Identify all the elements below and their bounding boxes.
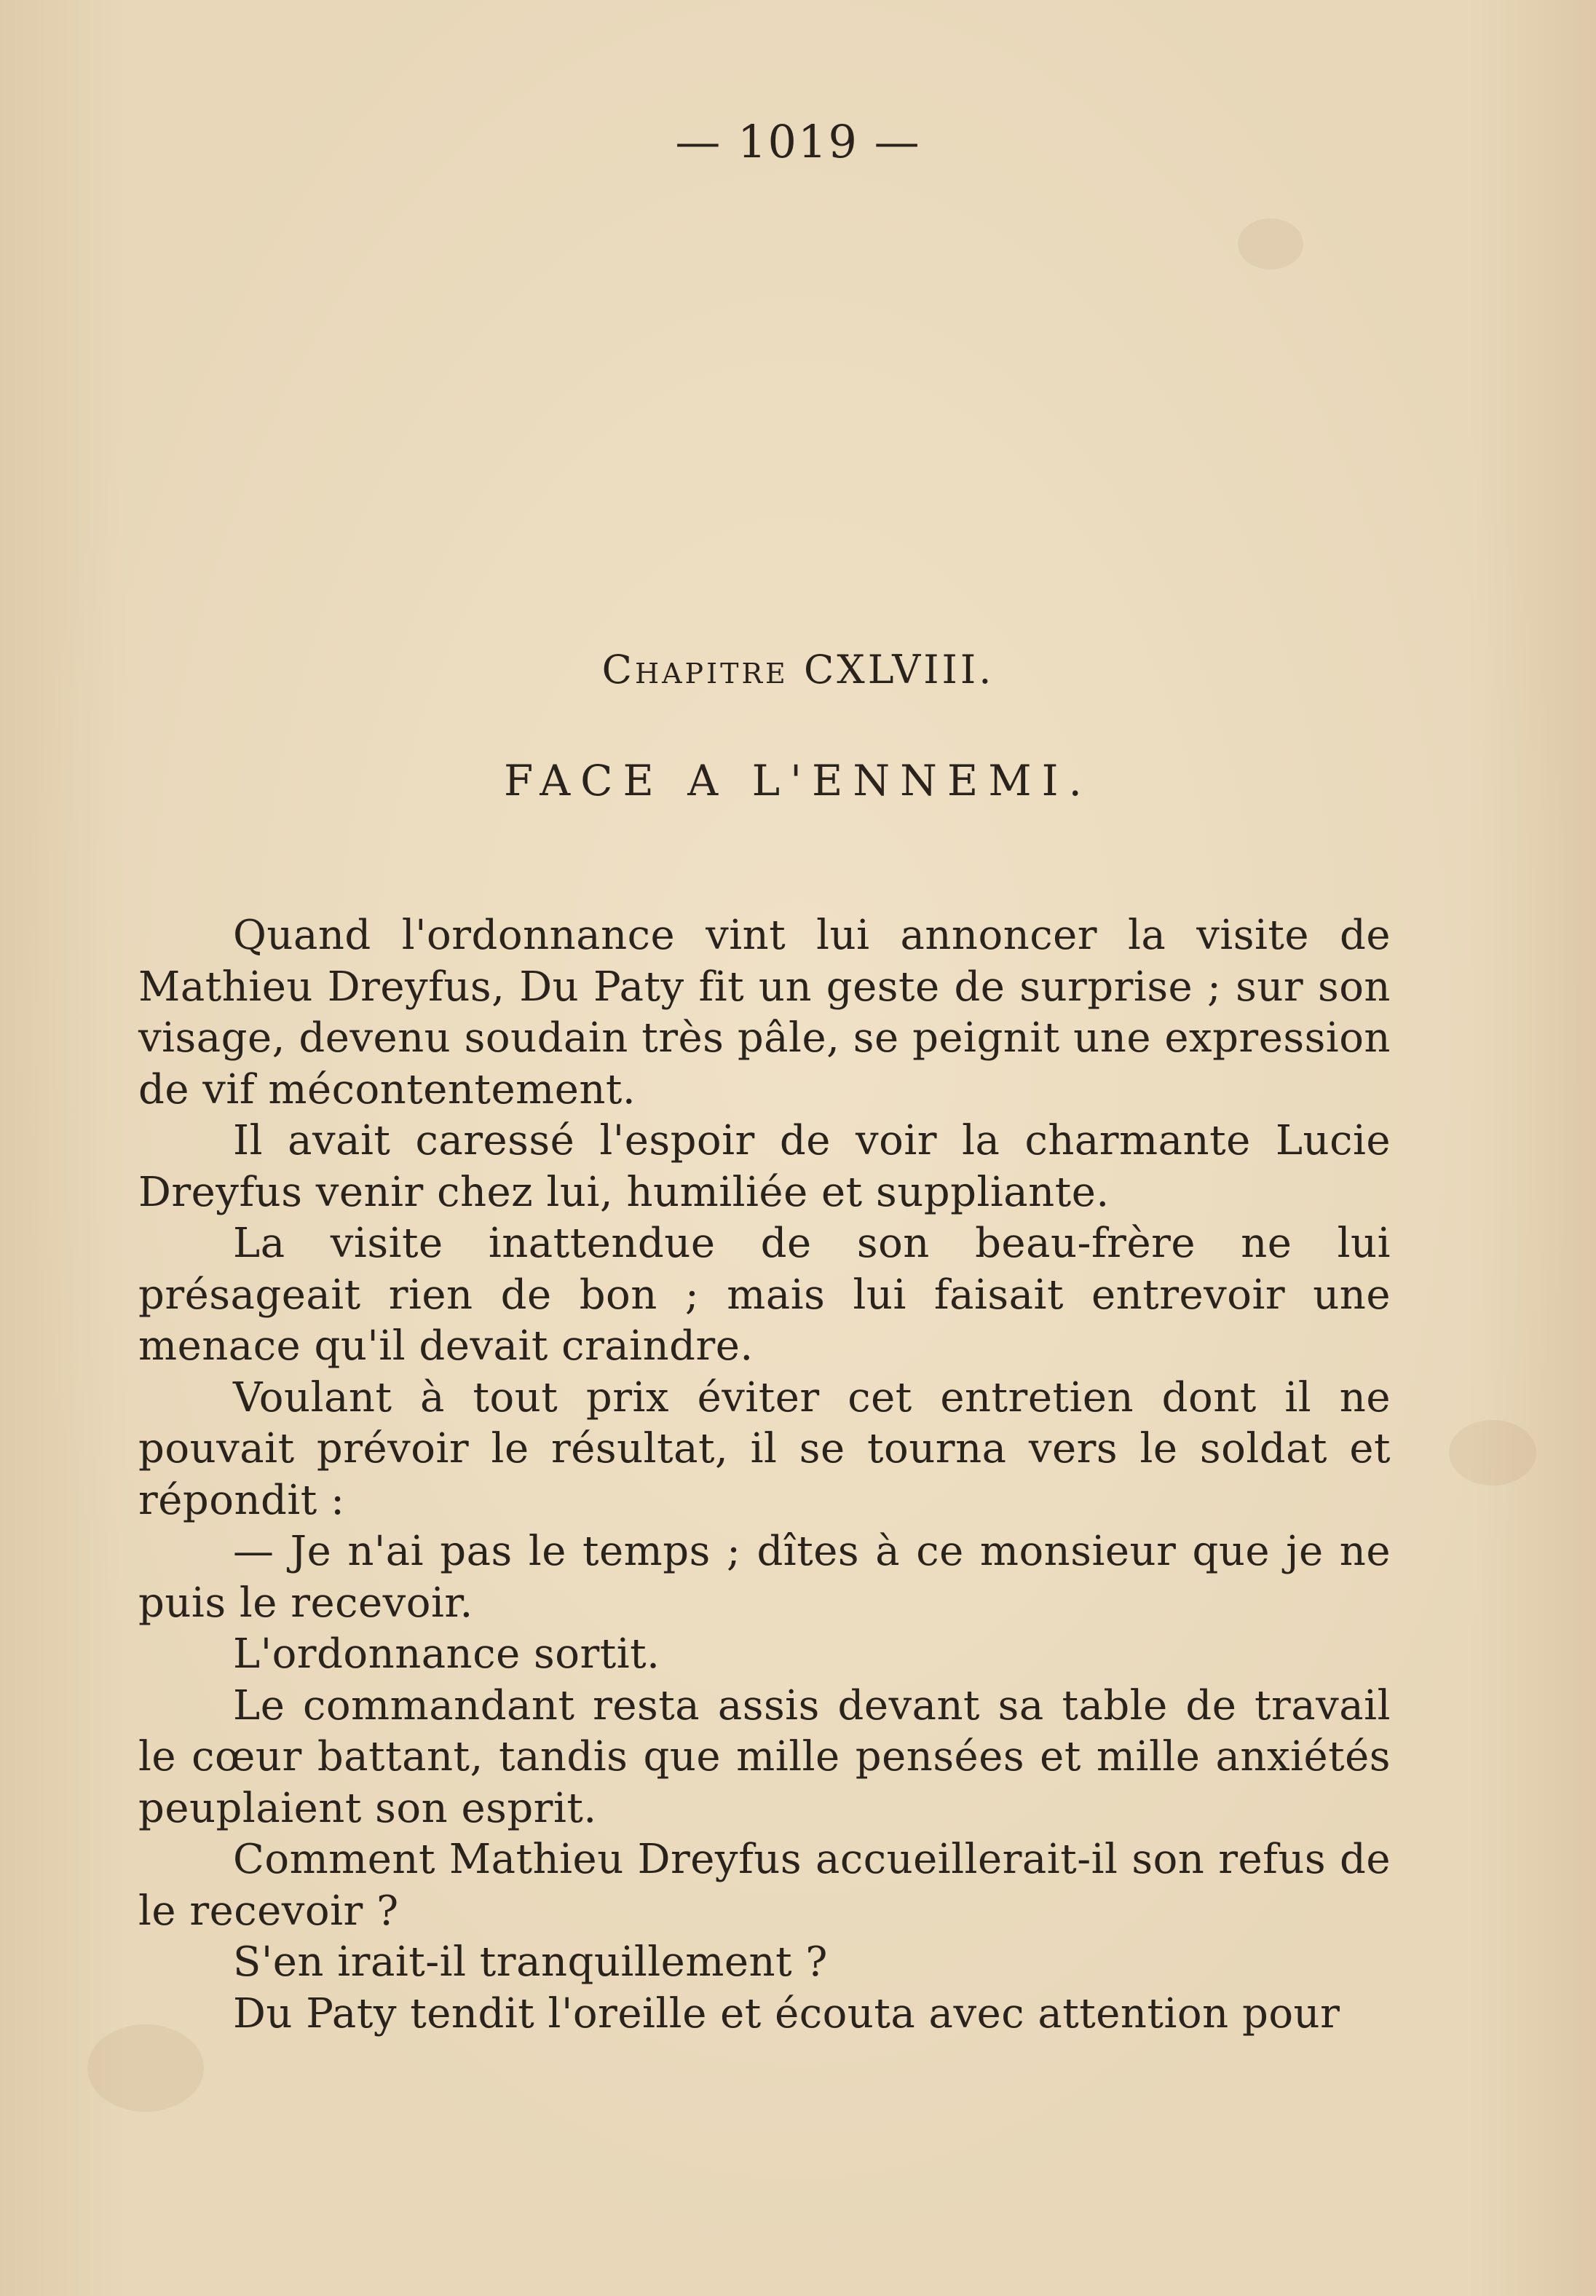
paragraph: Le commandant resta assis devant sa table de travail le cœur battant, tandis que mille pensées et mille anxiétés peuplaient son esprit. bbox=[138, 1681, 1391, 1832]
paragraph: Du Paty tendit l'oreille et écouta avec attention pour bbox=[233, 1989, 1340, 2037]
paper-stain bbox=[1449, 1420, 1536, 1486]
paragraph: Voulant à tout prix éviter cet entretien dont il ne pouvait prévoir le résultat, il se tourna vers le soldat et répondit : bbox=[138, 1373, 1391, 1524]
paragraph: La visite inattendue de son beau-frère ne lui présageait rien de bon ; mais lui faisait entrevoir une menace qu'il devait craindre. bbox=[138, 1220, 1391, 1370]
paragraph: Comment Mathieu Dreyfus accueillerait-il son refus de le recevoir ? bbox=[138, 1836, 1391, 1935]
paragraph: Quand l'ordonnance vint lui annoncer la visite de Mathieu Dreyfus, Du Paty fit un geste de surprise ; sur son visage, devenu soudain très pâle, se peignit une expression de vif mécontentement. bbox=[138, 912, 1391, 1113]
paper-stain bbox=[1238, 218, 1303, 269]
chapter-title: FACE A L'ENNEMI. bbox=[504, 756, 1092, 805]
body-text bbox=[138, 910, 1391, 2040]
paragraph: L'ordonnance sortit. bbox=[233, 1630, 660, 1678]
chapter-heading bbox=[0, 647, 1596, 693]
paragraph: S'en irait-il tranquillement ? bbox=[233, 1938, 828, 1986]
paragraph: Il avait caressé l'espoir de voir la charmante Lucie Dreyfus venir chez lui, humiliée et suppliante. bbox=[138, 1117, 1391, 1216]
paragraph: — Je n'ai pas le temps ; dîtes à ce monsieur que je ne puis le recevoir. bbox=[138, 1528, 1391, 1627]
page-number: — 1019 — bbox=[675, 115, 921, 168]
chapter-number: CXLVIII. bbox=[803, 647, 995, 693]
chapter-word: Chapitre bbox=[601, 647, 789, 693]
